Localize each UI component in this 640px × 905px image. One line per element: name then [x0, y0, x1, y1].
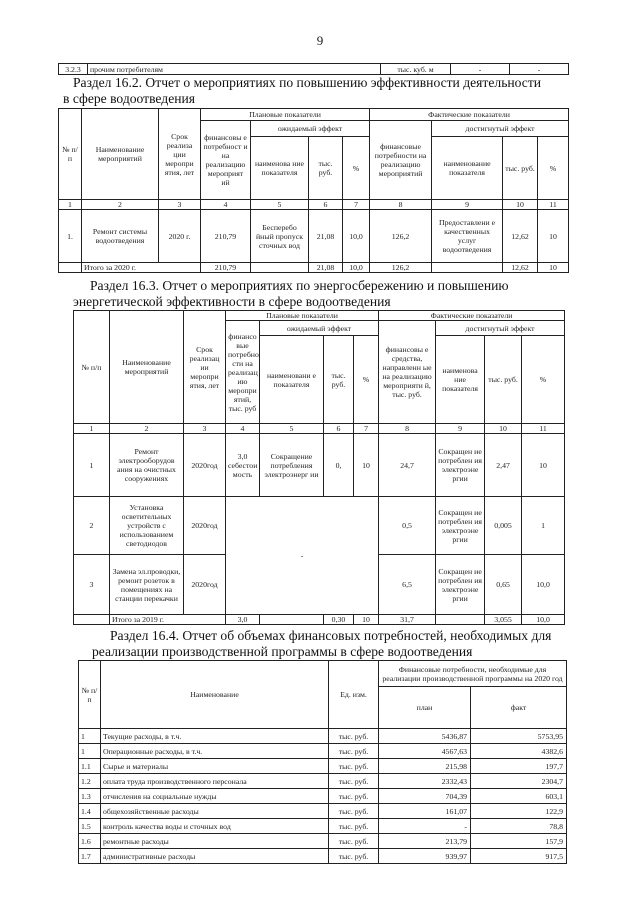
- col-number: 6: [324, 424, 354, 434]
- table-row: [79, 759, 567, 774]
- cell-fin: 3,0 себестои мость: [226, 434, 260, 497]
- previous-table-tail: [58, 63, 569, 75]
- cell-term: 2020год: [184, 555, 226, 615]
- header-fin: Финансовые потребности, необходимые для реализации производственной программы на 2020 год: [379, 661, 567, 687]
- header-indicator: наименова ние показателя: [251, 137, 309, 200]
- header-thous2: тыс. руб.: [485, 336, 522, 424]
- cell-unit: тыс. руб.: [329, 804, 379, 819]
- table-row: [79, 819, 567, 834]
- section-16-4-title-line1: Раздел 16.4. Отчет об объемах финансовых потребностей, необходимых для: [110, 628, 552, 643]
- header-fin-actual: финансовы е средства, направленн ые на реализацию мероприяти й, тыс. руб.: [379, 321, 436, 424]
- col-number: 3: [159, 200, 201, 210]
- cell-indicator2: Сокращен ие потреблен ия электроэне ргии: [436, 434, 485, 497]
- cell-thous: 21,08: [309, 210, 343, 263]
- section-16-3-title: [73, 278, 563, 310]
- cell-fact: 157,9: [471, 834, 567, 849]
- section-16-3-title-line2: энергетической эффективности в сфере водоотведения: [73, 294, 391, 309]
- cell-plan: 161,07: [379, 804, 471, 819]
- section-16-4-title: [92, 628, 564, 660]
- cell-unit: тыс. руб.: [329, 729, 379, 744]
- cell-indicator: Бесперебо йный пропуск сточных вод: [251, 210, 309, 263]
- cell-num: 1.4: [79, 804, 101, 819]
- cell-pct: 10,0: [343, 210, 370, 263]
- section-16-2-title: [63, 75, 563, 107]
- total-thous2: 3,055: [485, 615, 522, 625]
- table-row: [79, 849, 567, 864]
- cell-term: 2020год: [184, 497, 226, 555]
- col-number: 4: [226, 424, 260, 434]
- cell-name: Замена эл.проводки, ремонт розеток в помещениях на станции перекачки: [110, 555, 184, 615]
- table-row: [79, 774, 567, 789]
- cell-fin-actual: 6,5: [379, 555, 436, 615]
- header-indicator: наименовани е показателя: [260, 336, 324, 424]
- table-row: [79, 834, 567, 849]
- cell-name: контроль качества воды и сточных вод: [101, 819, 329, 834]
- cell-name: Установка осветительных устройств с использованием светодиодов: [110, 497, 184, 555]
- header-actual: Фактические показатели: [370, 109, 569, 121]
- cell-num: 1.3: [79, 789, 101, 804]
- cell-pct2: 1: [522, 497, 565, 555]
- cell: 3.2.3: [59, 64, 88, 75]
- cell-plan: 2332,43: [379, 774, 471, 789]
- col-number: 2: [82, 200, 159, 210]
- cell-fact: 197,7: [471, 759, 567, 774]
- cell-pct2: 10: [538, 210, 569, 263]
- header-indicator2: наименование показателя: [432, 137, 503, 200]
- header-fin-need: финансовы е потребност и на реализацию мероприят ий: [201, 121, 251, 200]
- cell-name: Ремонт электрооборудов ания на очистных сооружениях: [110, 434, 184, 497]
- cell-fin-actual: 24,7: [379, 434, 436, 497]
- cell: тыс. куб. м: [381, 64, 451, 75]
- cell-num: 1.2: [79, 774, 101, 789]
- table-row: [79, 744, 567, 759]
- cell-plan: 4567,63: [379, 744, 471, 759]
- total-pct: 10: [354, 615, 379, 625]
- cell-pct2: 10,0: [522, 555, 565, 615]
- col-number: 9: [436, 424, 485, 434]
- cell-name: Текущие расходы, в т.ч.: [101, 729, 329, 744]
- cell-thous2: 0,005: [485, 497, 522, 555]
- header-name: Наименование: [101, 661, 329, 729]
- col-number: 10: [503, 200, 538, 210]
- total-fin-actual: 126,2: [370, 263, 432, 273]
- section-16-3-table: [73, 310, 565, 625]
- cell-fact: 78,8: [471, 819, 567, 834]
- header-actual: Фактические показатели: [379, 311, 565, 321]
- col-number: 10: [485, 424, 522, 434]
- header-pct2: %: [538, 137, 569, 200]
- cell-fin-actual: 126,2: [370, 210, 432, 263]
- cell-pct2: 10: [522, 434, 565, 497]
- cell: -: [451, 64, 510, 75]
- cell-name: общехозяйственные расходы: [101, 804, 329, 819]
- header-expected: ожидаемый эффект: [251, 121, 370, 137]
- header-term: Срок реализац ии меропри ятия, лет: [184, 311, 226, 424]
- cell-indicator2: Сокращен ие потреблен ия электроэне ргии: [436, 497, 485, 555]
- table-row: [79, 804, 567, 819]
- col-number: 3: [184, 424, 226, 434]
- header-thous2: тыс. руб.: [503, 137, 538, 200]
- cell-num: 3: [74, 555, 110, 615]
- cell-thous2: 0,65: [485, 555, 522, 615]
- total-fin: 210,79: [201, 263, 251, 273]
- cell-fin: 210,79: [201, 210, 251, 263]
- cell-plan: 5436,87: [379, 729, 471, 744]
- header-term: Срок реализа ции меропри ятия, лет: [159, 109, 201, 200]
- header-unit: Ед. изм.: [329, 661, 379, 729]
- total-fin-actual: 31,7: [379, 615, 436, 625]
- header-num: № п/п: [74, 311, 110, 424]
- header-name: Наименование мероприятий: [82, 109, 159, 200]
- table-row: [74, 497, 565, 555]
- header-pct: %: [343, 137, 370, 200]
- section-16-2-table: [58, 108, 569, 273]
- cell-indicator: Сокращение потребления электроэнерг ии: [260, 434, 324, 497]
- cell-pct: 10: [354, 434, 379, 497]
- cell-term: 2020 г.: [159, 210, 201, 263]
- cell-fact: 2304,7: [471, 774, 567, 789]
- col-number: 8: [379, 424, 436, 434]
- table-row: [74, 434, 565, 497]
- cell-unit: тыс. руб.: [329, 759, 379, 774]
- page-number: 9: [316, 33, 324, 48]
- header-num: № п/п: [79, 661, 101, 729]
- cell-name: оплата труда производственного персонала: [101, 774, 329, 789]
- total-pct2: 10: [538, 263, 569, 273]
- col-number: 1: [59, 200, 82, 210]
- cell-plan: 939,97: [379, 849, 471, 864]
- cell-thous2: 2,47: [485, 434, 522, 497]
- header-achieved: достигнутый эффект: [432, 121, 569, 137]
- total-row: [59, 263, 569, 273]
- table-row: [59, 64, 569, 75]
- total-thous2: 12,62: [503, 263, 538, 273]
- cell-plan: 213,79: [379, 834, 471, 849]
- cell-fin-actual: 0,5: [379, 497, 436, 555]
- cell-num: 1.5: [79, 819, 101, 834]
- table-row: [59, 210, 569, 263]
- cell-name: Ремонт системы водоотведения: [82, 210, 159, 263]
- cell-fact: 917,5: [471, 849, 567, 864]
- column-number-row: [74, 424, 565, 434]
- cell-fact: 603,1: [471, 789, 567, 804]
- cell-num: 1.7: [79, 849, 101, 864]
- header-planned: Плановые показатели: [226, 311, 379, 321]
- total-label: Итого за 2020 г.: [82, 263, 201, 273]
- cell-name: Операционные расходы, в т.ч.: [101, 744, 329, 759]
- cell-plan: 215,98: [379, 759, 471, 774]
- total-thous: 21,08: [309, 263, 343, 273]
- cell-num: 1: [79, 744, 101, 759]
- section-16-4-title-line2: реализации производственной программы в сфере водоотведения: [92, 644, 473, 659]
- section-16-4-table: [78, 660, 567, 864]
- section-16-2-title-line2: в сфере водоотведения: [63, 91, 196, 106]
- header-achieved: достигнутый эффект: [436, 321, 565, 336]
- header-expected: ожидаемый эффект: [260, 321, 379, 336]
- cell-num: 1: [74, 434, 110, 497]
- total-label: Итого за 2019 г.: [110, 615, 226, 625]
- col-number: 1: [74, 424, 110, 434]
- header-fact: факт: [471, 687, 567, 729]
- cell: прочим потребителям: [88, 64, 381, 75]
- cell-name: отчисления на социальные нужды: [101, 789, 329, 804]
- col-number: 5: [251, 200, 309, 210]
- cell: -: [510, 64, 569, 75]
- col-number: 7: [354, 424, 379, 434]
- header-indicator2: наименова ние показателя: [436, 336, 485, 424]
- cell-unit: тыс. руб.: [329, 744, 379, 759]
- cell-num: 1: [79, 729, 101, 744]
- col-number: 2: [110, 424, 184, 434]
- cell-fact: 5753,95: [471, 729, 567, 744]
- cell-fact: 4382,6: [471, 744, 567, 759]
- header-pct: %: [354, 336, 379, 424]
- total-fin: 3,0: [226, 615, 260, 625]
- cell-name: ремонтные расходы: [101, 834, 329, 849]
- cell-plan: 704,39: [379, 789, 471, 804]
- cell-thous2: 12,62: [503, 210, 538, 263]
- col-number: 7: [343, 200, 370, 210]
- col-number: 9: [432, 200, 503, 210]
- cell-fact: 122,9: [471, 804, 567, 819]
- cell-indicator2: Сокращен ие потреблен ия электроэне ргии: [436, 555, 485, 615]
- cell-num: 1.6: [79, 834, 101, 849]
- header-pct2: %: [522, 336, 565, 424]
- header-thous: тыс. руб.: [324, 336, 354, 424]
- section-16-3-title-line1: Раздел 16.3. Отчет о мероприятиях по энергосбережению и повышению: [90, 278, 509, 293]
- section-16-2-title-line1: Раздел 16.2. Отчет о мероприятиях по повышению эффективности деятельности: [73, 75, 542, 90]
- col-number: 4: [201, 200, 251, 210]
- cell-unit: тыс. руб.: [329, 774, 379, 789]
- total-row: [74, 615, 565, 625]
- header-name: Наименование мероприятий: [110, 311, 184, 424]
- table-row: [79, 789, 567, 804]
- cell-plan: -: [379, 819, 471, 834]
- cell-name: административные расходы: [101, 849, 329, 864]
- cell-num: 1.1: [79, 759, 101, 774]
- cell-num: 2: [74, 497, 110, 555]
- total-pct: 10,0: [343, 263, 370, 273]
- cell-unit: тыс. руб.: [329, 819, 379, 834]
- col-number: 8: [370, 200, 432, 210]
- cell-unit: тыс. руб.: [329, 849, 379, 864]
- header-num: № п/ п: [59, 109, 82, 200]
- total-thous: 0,30: [324, 615, 354, 625]
- table-row: [79, 729, 567, 744]
- cell-thous: 0,: [324, 434, 354, 497]
- header-planned: Плановые показатели: [201, 109, 370, 121]
- cell-indicator2: Предоставлени е качественных услуг водоотведения: [432, 210, 503, 263]
- total-pct2: 10,0: [522, 615, 565, 625]
- header-plan: план: [379, 687, 471, 729]
- col-number: 11: [522, 424, 565, 434]
- cell-num: 1.: [59, 210, 82, 263]
- cell-term: 2020год: [184, 434, 226, 497]
- col-number: 11: [538, 200, 569, 210]
- header-thous: тыс. руб.: [309, 137, 343, 200]
- col-number: 6: [309, 200, 343, 210]
- header-fin-actual: финансовые потребности на реализацию мероприятий: [370, 121, 432, 200]
- cell-unit: тыс. руб.: [329, 834, 379, 849]
- header-fin-need: финансо вые потребно сти на реализац ию меропри ятий, тыс. руб: [226, 321, 260, 424]
- merged-empty-cell: -: [226, 497, 379, 615]
- cell-name: Сырье и материалы: [101, 759, 329, 774]
- col-number: 5: [260, 424, 324, 434]
- column-number-row: [59, 200, 569, 210]
- cell-unit: тыс. руб.: [329, 789, 379, 804]
